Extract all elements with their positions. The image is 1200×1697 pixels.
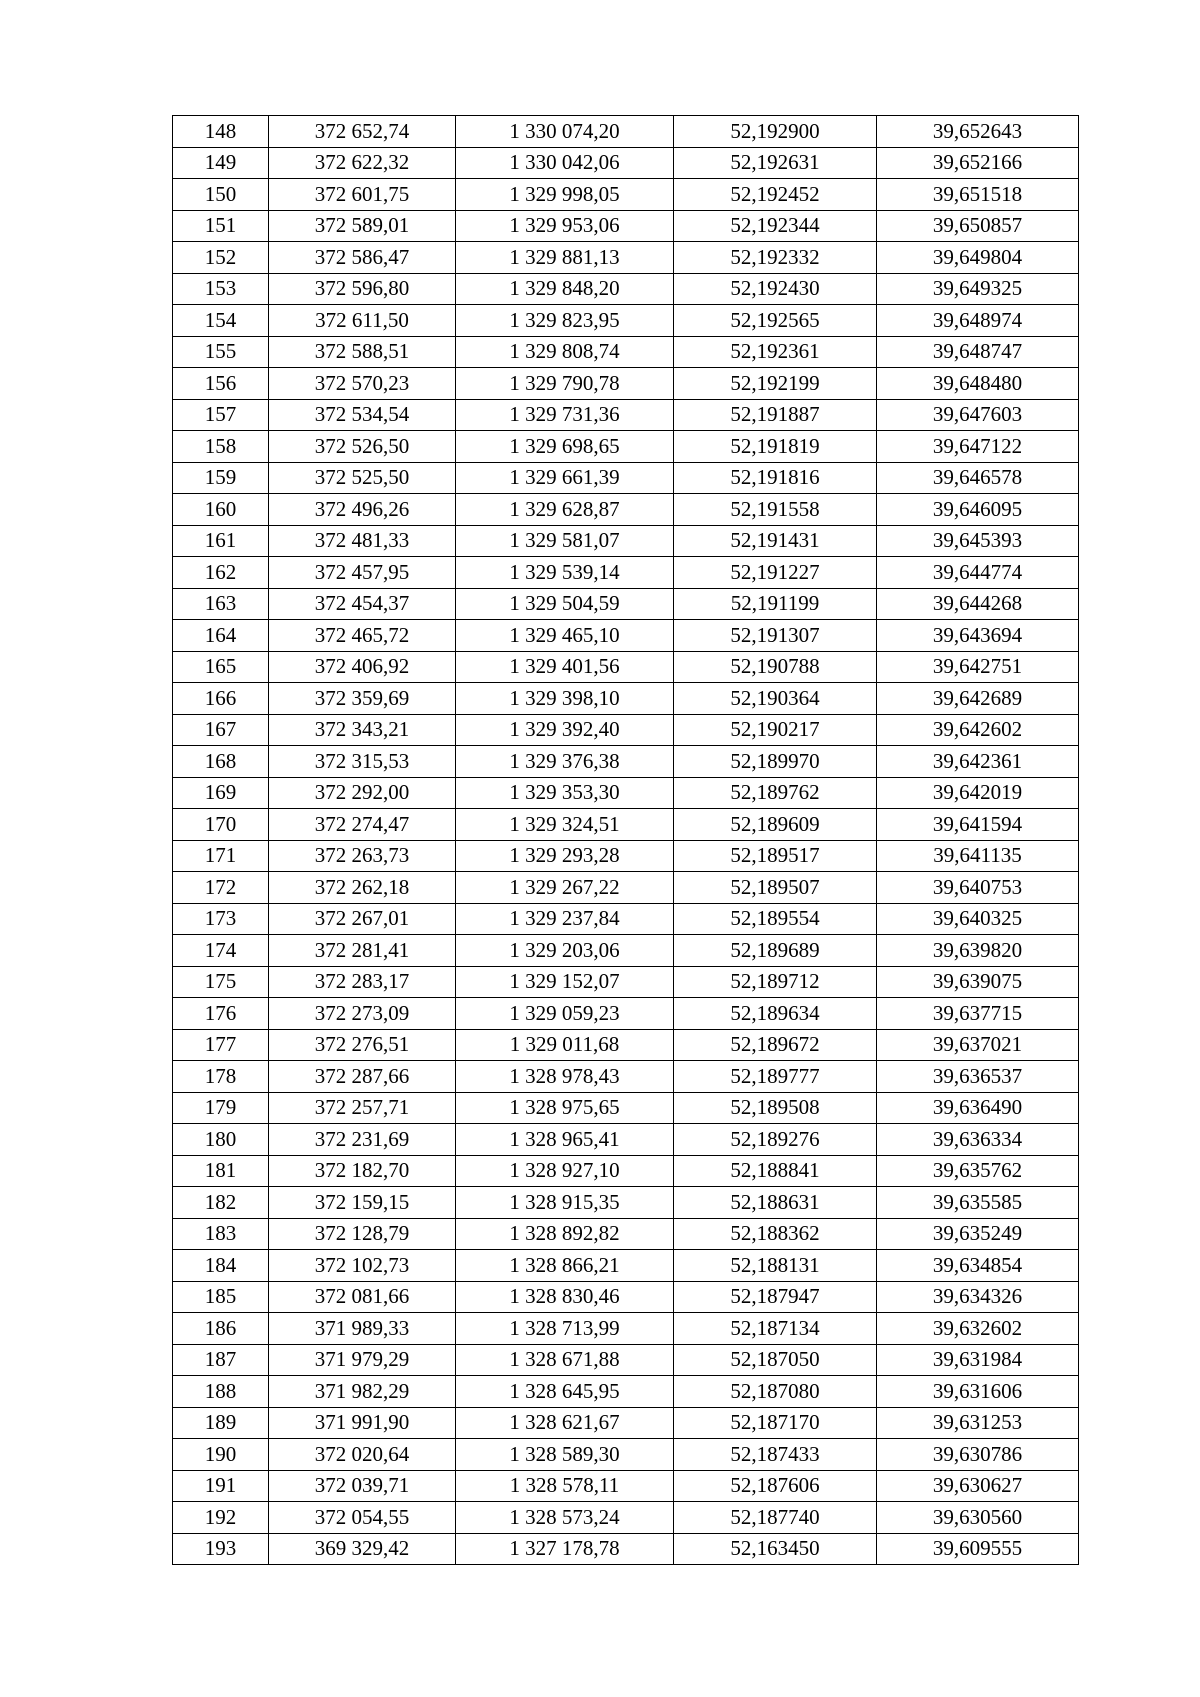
latitude-cell: 52,192631 [674, 147, 877, 179]
x-coordinate-cell: 372 281,41 [269, 935, 456, 967]
x-coordinate-cell: 372 359,69 [269, 683, 456, 715]
table-row [173, 210, 1079, 242]
point-number-cell: 168 [173, 746, 269, 778]
latitude-cell: 52,189508 [674, 1092, 877, 1124]
point-number-cell: 165 [173, 651, 269, 683]
longitude-cell: 39,639820 [877, 935, 1079, 967]
longitude-cell: 39,641594 [877, 809, 1079, 841]
x-coordinate-cell: 372 128,79 [269, 1218, 456, 1250]
point-number-cell: 189 [173, 1407, 269, 1439]
latitude-cell: 52,192430 [674, 273, 877, 305]
point-number-cell: 153 [173, 273, 269, 305]
latitude-cell: 52,187740 [674, 1502, 877, 1534]
table-row [173, 1061, 1079, 1093]
y-coordinate-cell: 1 328 830,46 [456, 1281, 674, 1313]
latitude-cell: 52,191819 [674, 431, 877, 463]
table-row [173, 1376, 1079, 1408]
latitude-cell: 52,189634 [674, 998, 877, 1030]
longitude-cell: 39,637021 [877, 1029, 1079, 1061]
longitude-cell: 39,641135 [877, 840, 1079, 872]
longitude-cell: 39,632602 [877, 1313, 1079, 1345]
x-coordinate-cell: 369 329,42 [269, 1533, 456, 1565]
y-coordinate-cell: 1 328 965,41 [456, 1124, 674, 1156]
latitude-cell: 52,189762 [674, 777, 877, 809]
point-number-cell: 164 [173, 620, 269, 652]
y-coordinate-cell: 1 329 203,06 [456, 935, 674, 967]
y-coordinate-cell: 1 329 398,10 [456, 683, 674, 715]
point-number-cell: 177 [173, 1029, 269, 1061]
longitude-cell: 39,637715 [877, 998, 1079, 1030]
longitude-cell: 39,636490 [877, 1092, 1079, 1124]
x-coordinate-cell: 372 570,23 [269, 368, 456, 400]
table-row [173, 1187, 1079, 1219]
longitude-cell: 39,635585 [877, 1187, 1079, 1219]
point-number-cell: 171 [173, 840, 269, 872]
latitude-cell: 52,191887 [674, 399, 877, 431]
latitude-cell: 52,189609 [674, 809, 877, 841]
y-coordinate-cell: 1 329 011,68 [456, 1029, 674, 1061]
latitude-cell: 52,189554 [674, 903, 877, 935]
table-row [173, 399, 1079, 431]
y-coordinate-cell: 1 329 237,84 [456, 903, 674, 935]
y-coordinate-cell: 1 328 578,11 [456, 1470, 674, 1502]
table-row [173, 1502, 1079, 1534]
table-row [173, 242, 1079, 274]
y-coordinate-cell: 1 328 978,43 [456, 1061, 674, 1093]
longitude-cell: 39,630560 [877, 1502, 1079, 1534]
latitude-cell: 52,189276 [674, 1124, 877, 1156]
longitude-cell: 39,645393 [877, 525, 1079, 557]
longitude-cell: 39,649325 [877, 273, 1079, 305]
y-coordinate-cell: 1 329 392,40 [456, 714, 674, 746]
point-number-cell: 159 [173, 462, 269, 494]
y-coordinate-cell: 1 329 808,74 [456, 336, 674, 368]
table-row [173, 1439, 1079, 1471]
x-coordinate-cell: 372 457,95 [269, 557, 456, 589]
x-coordinate-cell: 372 601,75 [269, 179, 456, 211]
point-number-cell: 150 [173, 179, 269, 211]
table-row [173, 1407, 1079, 1439]
point-number-cell: 193 [173, 1533, 269, 1565]
table-row [173, 683, 1079, 715]
x-coordinate-cell: 372 274,47 [269, 809, 456, 841]
table-row [173, 462, 1079, 494]
x-coordinate-cell: 372 596,80 [269, 273, 456, 305]
point-number-cell: 157 [173, 399, 269, 431]
latitude-cell: 52,191227 [674, 557, 877, 589]
latitude-cell: 52,191558 [674, 494, 877, 526]
y-coordinate-cell: 1 329 376,38 [456, 746, 674, 778]
latitude-cell: 52,191199 [674, 588, 877, 620]
y-coordinate-cell: 1 329 881,13 [456, 242, 674, 274]
latitude-cell: 52,189777 [674, 1061, 877, 1093]
x-coordinate-cell: 372 526,50 [269, 431, 456, 463]
point-number-cell: 175 [173, 966, 269, 998]
latitude-cell: 52,189672 [674, 1029, 877, 1061]
table-row [173, 525, 1079, 557]
table-row [173, 147, 1079, 179]
table-row [173, 1313, 1079, 1345]
x-coordinate-cell: 372 262,18 [269, 872, 456, 904]
x-coordinate-cell: 372 231,69 [269, 1124, 456, 1156]
longitude-cell: 39,631984 [877, 1344, 1079, 1376]
latitude-cell: 52,187606 [674, 1470, 877, 1502]
x-coordinate-cell: 372 525,50 [269, 462, 456, 494]
x-coordinate-cell: 372 454,37 [269, 588, 456, 620]
longitude-cell: 39,631253 [877, 1407, 1079, 1439]
x-coordinate-cell: 372 465,72 [269, 620, 456, 652]
table-row [173, 935, 1079, 967]
longitude-cell: 39,649804 [877, 242, 1079, 274]
y-coordinate-cell: 1 329 353,30 [456, 777, 674, 809]
longitude-cell: 39,630786 [877, 1439, 1079, 1471]
latitude-cell: 52,191431 [674, 525, 877, 557]
longitude-cell: 39,648480 [877, 368, 1079, 400]
longitude-cell: 39,609555 [877, 1533, 1079, 1565]
point-number-cell: 178 [173, 1061, 269, 1093]
point-number-cell: 183 [173, 1218, 269, 1250]
x-coordinate-cell: 372 589,01 [269, 210, 456, 242]
table-row [173, 714, 1079, 746]
y-coordinate-cell: 1 328 589,30 [456, 1439, 674, 1471]
point-number-cell: 185 [173, 1281, 269, 1313]
x-coordinate-cell: 372 534,54 [269, 399, 456, 431]
longitude-cell: 39,640325 [877, 903, 1079, 935]
latitude-cell: 52,192332 [674, 242, 877, 274]
latitude-cell: 52,192344 [674, 210, 877, 242]
x-coordinate-cell: 372 611,50 [269, 305, 456, 337]
point-number-cell: 174 [173, 935, 269, 967]
point-number-cell: 173 [173, 903, 269, 935]
table-row [173, 620, 1079, 652]
x-coordinate-cell: 372 315,53 [269, 746, 456, 778]
longitude-cell: 39,648974 [877, 305, 1079, 337]
y-coordinate-cell: 1 329 661,39 [456, 462, 674, 494]
point-number-cell: 181 [173, 1155, 269, 1187]
point-number-cell: 191 [173, 1470, 269, 1502]
table-row [173, 116, 1079, 148]
longitude-cell: 39,651518 [877, 179, 1079, 211]
x-coordinate-cell: 372 586,47 [269, 242, 456, 274]
y-coordinate-cell: 1 329 267,22 [456, 872, 674, 904]
table-row [173, 557, 1079, 589]
latitude-cell: 52,192565 [674, 305, 877, 337]
latitude-cell: 52,188131 [674, 1250, 877, 1282]
x-coordinate-cell: 372 292,00 [269, 777, 456, 809]
table-row [173, 1470, 1079, 1502]
coordinates-table [172, 115, 1079, 1565]
y-coordinate-cell: 1 329 848,20 [456, 273, 674, 305]
y-coordinate-cell: 1 328 621,67 [456, 1407, 674, 1439]
y-coordinate-cell: 1 329 539,14 [456, 557, 674, 589]
latitude-cell: 52,192900 [674, 116, 877, 148]
point-number-cell: 162 [173, 557, 269, 589]
point-number-cell: 170 [173, 809, 269, 841]
latitude-cell: 52,188631 [674, 1187, 877, 1219]
latitude-cell: 52,189507 [674, 872, 877, 904]
longitude-cell: 39,643694 [877, 620, 1079, 652]
table-row [173, 1218, 1079, 1250]
longitude-cell: 39,642689 [877, 683, 1079, 715]
y-coordinate-cell: 1 329 790,78 [456, 368, 674, 400]
x-coordinate-cell: 371 989,33 [269, 1313, 456, 1345]
point-number-cell: 190 [173, 1439, 269, 1471]
table-row [173, 1250, 1079, 1282]
table-row [173, 651, 1079, 683]
y-coordinate-cell: 1 328 645,95 [456, 1376, 674, 1408]
longitude-cell: 39,635762 [877, 1155, 1079, 1187]
longitude-cell: 39,636334 [877, 1124, 1079, 1156]
latitude-cell: 52,189970 [674, 746, 877, 778]
x-coordinate-cell: 372 257,71 [269, 1092, 456, 1124]
longitude-cell: 39,652166 [877, 147, 1079, 179]
x-coordinate-cell: 372 273,09 [269, 998, 456, 1030]
x-coordinate-cell: 372 622,32 [269, 147, 456, 179]
point-number-cell: 172 [173, 872, 269, 904]
x-coordinate-cell: 372 182,70 [269, 1155, 456, 1187]
longitude-cell: 39,642751 [877, 651, 1079, 683]
latitude-cell: 52,189689 [674, 935, 877, 967]
latitude-cell: 52,187433 [674, 1439, 877, 1471]
x-coordinate-cell: 372 263,73 [269, 840, 456, 872]
longitude-cell: 39,635249 [877, 1218, 1079, 1250]
y-coordinate-cell: 1 329 628,87 [456, 494, 674, 526]
latitude-cell: 52,190217 [674, 714, 877, 746]
y-coordinate-cell: 1 330 042,06 [456, 147, 674, 179]
x-coordinate-cell: 372 481,33 [269, 525, 456, 557]
point-number-cell: 186 [173, 1313, 269, 1345]
point-number-cell: 163 [173, 588, 269, 620]
longitude-cell: 39,630627 [877, 1470, 1079, 1502]
point-number-cell: 169 [173, 777, 269, 809]
table-row [173, 336, 1079, 368]
table-row [173, 273, 1079, 305]
point-number-cell: 188 [173, 1376, 269, 1408]
table-row [173, 1124, 1079, 1156]
latitude-cell: 52,190364 [674, 683, 877, 715]
latitude-cell: 52,189517 [674, 840, 877, 872]
longitude-cell: 39,644268 [877, 588, 1079, 620]
point-number-cell: 180 [173, 1124, 269, 1156]
table-row [173, 966, 1079, 998]
latitude-cell: 52,190788 [674, 651, 877, 683]
point-number-cell: 167 [173, 714, 269, 746]
latitude-cell: 52,192199 [674, 368, 877, 400]
latitude-cell: 52,188841 [674, 1155, 877, 1187]
y-coordinate-cell: 1 330 074,20 [456, 116, 674, 148]
x-coordinate-cell: 372 054,55 [269, 1502, 456, 1534]
point-number-cell: 160 [173, 494, 269, 526]
y-coordinate-cell: 1 329 059,23 [456, 998, 674, 1030]
latitude-cell: 52,188362 [674, 1218, 877, 1250]
y-coordinate-cell: 1 328 573,24 [456, 1502, 674, 1534]
latitude-cell: 52,187947 [674, 1281, 877, 1313]
longitude-cell: 39,634854 [877, 1250, 1079, 1282]
x-coordinate-cell: 372 020,64 [269, 1439, 456, 1471]
x-coordinate-cell: 372 039,71 [269, 1470, 456, 1502]
longitude-cell: 39,639075 [877, 966, 1079, 998]
longitude-cell: 39,646578 [877, 462, 1079, 494]
longitude-cell: 39,642361 [877, 746, 1079, 778]
table-row [173, 746, 1079, 778]
longitude-cell: 39,631606 [877, 1376, 1079, 1408]
x-coordinate-cell: 372 343,21 [269, 714, 456, 746]
latitude-cell: 52,191816 [674, 462, 877, 494]
y-coordinate-cell: 1 329 465,10 [456, 620, 674, 652]
x-coordinate-cell: 372 159,15 [269, 1187, 456, 1219]
point-number-cell: 154 [173, 305, 269, 337]
point-number-cell: 155 [173, 336, 269, 368]
longitude-cell: 39,642019 [877, 777, 1079, 809]
longitude-cell: 39,647122 [877, 431, 1079, 463]
latitude-cell: 52,192452 [674, 179, 877, 211]
y-coordinate-cell: 1 329 698,65 [456, 431, 674, 463]
x-coordinate-cell: 372 283,17 [269, 966, 456, 998]
table-row [173, 998, 1079, 1030]
table-row [173, 1029, 1079, 1061]
longitude-cell: 39,634326 [877, 1281, 1079, 1313]
x-coordinate-cell: 372 102,73 [269, 1250, 456, 1282]
longitude-cell: 39,650857 [877, 210, 1079, 242]
latitude-cell: 52,163450 [674, 1533, 877, 1565]
x-coordinate-cell: 372 276,51 [269, 1029, 456, 1061]
longitude-cell: 39,647603 [877, 399, 1079, 431]
x-coordinate-cell: 372 287,66 [269, 1061, 456, 1093]
point-number-cell: 179 [173, 1092, 269, 1124]
x-coordinate-cell: 372 406,92 [269, 651, 456, 683]
point-number-cell: 156 [173, 368, 269, 400]
y-coordinate-cell: 1 328 915,35 [456, 1187, 674, 1219]
point-number-cell: 182 [173, 1187, 269, 1219]
table-row [173, 1155, 1079, 1187]
x-coordinate-cell: 371 982,29 [269, 1376, 456, 1408]
latitude-cell: 52,187170 [674, 1407, 877, 1439]
longitude-cell: 39,646095 [877, 494, 1079, 526]
y-coordinate-cell: 1 328 866,21 [456, 1250, 674, 1282]
y-coordinate-cell: 1 328 927,10 [456, 1155, 674, 1187]
y-coordinate-cell: 1 329 953,06 [456, 210, 674, 242]
y-coordinate-cell: 1 328 975,65 [456, 1092, 674, 1124]
table-row [173, 494, 1079, 526]
point-number-cell: 166 [173, 683, 269, 715]
table-row [173, 368, 1079, 400]
y-coordinate-cell: 1 328 713,99 [456, 1313, 674, 1345]
table-row [173, 872, 1079, 904]
table-row [173, 809, 1079, 841]
y-coordinate-cell: 1 329 293,28 [456, 840, 674, 872]
y-coordinate-cell: 1 329 823,95 [456, 305, 674, 337]
y-coordinate-cell: 1 329 581,07 [456, 525, 674, 557]
latitude-cell: 52,192361 [674, 336, 877, 368]
x-coordinate-cell: 371 991,90 [269, 1407, 456, 1439]
table-row [173, 588, 1079, 620]
y-coordinate-cell: 1 328 671,88 [456, 1344, 674, 1376]
x-coordinate-cell: 372 267,01 [269, 903, 456, 935]
latitude-cell: 52,187080 [674, 1376, 877, 1408]
point-number-cell: 187 [173, 1344, 269, 1376]
y-coordinate-cell: 1 329 401,56 [456, 651, 674, 683]
longitude-cell: 39,644774 [877, 557, 1079, 589]
table-row [173, 1344, 1079, 1376]
table-row [173, 1092, 1079, 1124]
y-coordinate-cell: 1 327 178,78 [456, 1533, 674, 1565]
point-number-cell: 152 [173, 242, 269, 274]
point-number-cell: 149 [173, 147, 269, 179]
table-row [173, 431, 1079, 463]
latitude-cell: 52,187134 [674, 1313, 877, 1345]
coordinates-table-body [173, 116, 1079, 1565]
longitude-cell: 39,636537 [877, 1061, 1079, 1093]
table-row [173, 777, 1079, 809]
point-number-cell: 148 [173, 116, 269, 148]
y-coordinate-cell: 1 329 731,36 [456, 399, 674, 431]
longitude-cell: 39,652643 [877, 116, 1079, 148]
y-coordinate-cell: 1 329 998,05 [456, 179, 674, 211]
table-row [173, 1533, 1079, 1565]
point-number-cell: 158 [173, 431, 269, 463]
point-number-cell: 176 [173, 998, 269, 1030]
y-coordinate-cell: 1 328 892,82 [456, 1218, 674, 1250]
latitude-cell: 52,189712 [674, 966, 877, 998]
longitude-cell: 39,642602 [877, 714, 1079, 746]
x-coordinate-cell: 371 979,29 [269, 1344, 456, 1376]
table-row [173, 179, 1079, 211]
x-coordinate-cell: 372 081,66 [269, 1281, 456, 1313]
latitude-cell: 52,191307 [674, 620, 877, 652]
point-number-cell: 184 [173, 1250, 269, 1282]
y-coordinate-cell: 1 329 152,07 [456, 966, 674, 998]
latitude-cell: 52,187050 [674, 1344, 877, 1376]
table-row [173, 1281, 1079, 1313]
table-row [173, 305, 1079, 337]
point-number-cell: 151 [173, 210, 269, 242]
point-number-cell: 192 [173, 1502, 269, 1534]
x-coordinate-cell: 372 496,26 [269, 494, 456, 526]
point-number-cell: 161 [173, 525, 269, 557]
y-coordinate-cell: 1 329 504,59 [456, 588, 674, 620]
y-coordinate-cell: 1 329 324,51 [456, 809, 674, 841]
longitude-cell: 39,648747 [877, 336, 1079, 368]
x-coordinate-cell: 372 652,74 [269, 116, 456, 148]
table-row [173, 840, 1079, 872]
table-row [173, 903, 1079, 935]
longitude-cell: 39,640753 [877, 872, 1079, 904]
x-coordinate-cell: 372 588,51 [269, 336, 456, 368]
